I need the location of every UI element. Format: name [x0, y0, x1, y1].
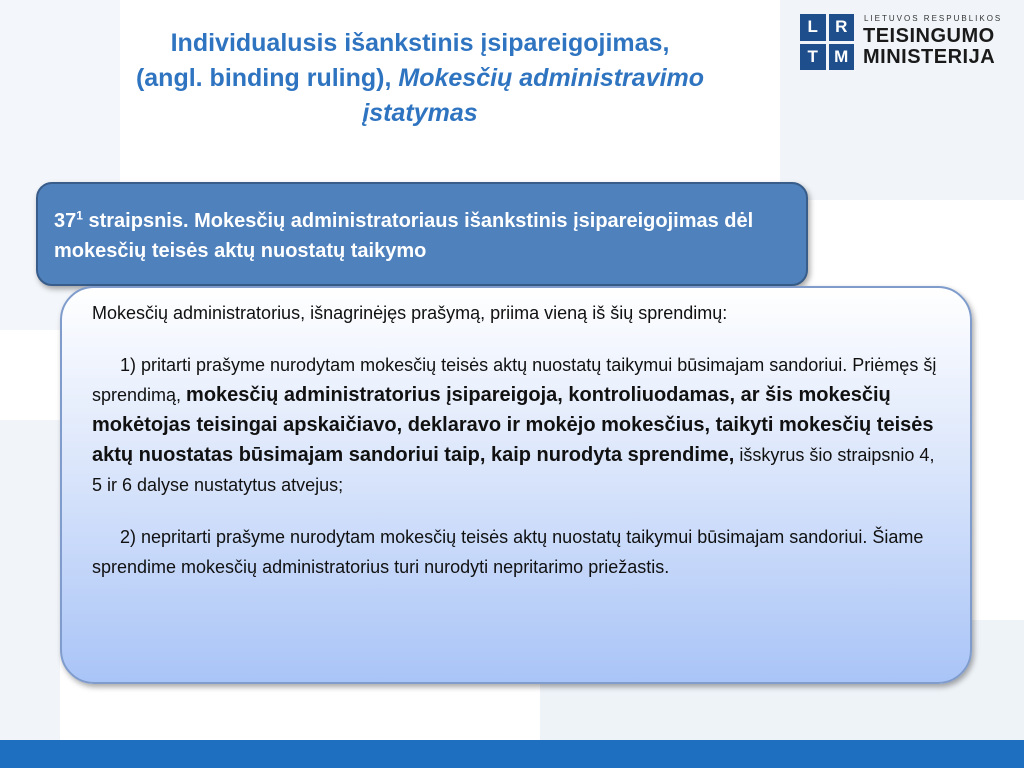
footer-bar	[0, 740, 1024, 768]
background-block	[0, 420, 60, 740]
spacer	[92, 500, 946, 522]
content-intro: Mokesčių administratorius, išnagrinėjęs prašymą, priima vieną iš šių sprendimų:	[92, 303, 728, 323]
spacer	[92, 328, 946, 350]
content-item-2: 2) nepritarti prašyme nurodytam mokesčių teisės aktų nuostatų taikymui būsimajam sandoriui. Šiame sprendime mokesčių administratorius turi nurodyti nepritarimo priežastis.	[92, 527, 924, 577]
content-item-1-end: išskyrus šio straipsnio 4, 5 ir 6 dalyse nustatytus atvejus;	[92, 445, 935, 495]
slide-title	[60, 26, 780, 131]
logo-name	[863, 26, 995, 68]
logo-cell: M	[829, 44, 855, 71]
logo-cell: L	[800, 14, 826, 41]
title-line-1: Individualusis išankstinis įsipareigojimas,	[170, 29, 670, 57]
article-heading-box	[36, 182, 808, 286]
logo-small-text: LIETUVOS RESPUBLIKOS	[864, 14, 1003, 23]
article-heading-text: straipsnis. Mokesčių administratoriaus išankstinis įsipareigojimas dėl mokesčių teisės aktų nuostatų taikymo	[54, 210, 754, 262]
content-item-1-bold: mokesčių administratorius įsipareigoja, kontroliuodamas, ar šis mokesčių mokėtojas teisingai apskaičiavo, deklaravo ir mokėjo mokesčius, taikyti mokesčių teisės aktų nuostatas būsimajam sandoriui taip, kaip nurodyta sprendime,	[92, 384, 934, 466]
article-number: 37	[54, 210, 77, 232]
logo-name-line-1: TEISINGUMO	[863, 25, 995, 47]
logo-name-line-2: MINISTERIJA	[863, 46, 996, 68]
ministry-logo	[800, 14, 1015, 74]
title-line-3: įstatymas	[362, 99, 478, 127]
logo-cell: R	[829, 14, 855, 41]
content-item-1	[92, 350, 946, 500]
logo-cell: T	[800, 44, 826, 71]
content-item-1-start: 1) pritarti prašyme nurodytam mokesčių teisės aktų nuostatų taikymui būsimajam sandoriui. Priėmęs šį sprendimą,	[92, 355, 937, 405]
logo-mark	[800, 14, 854, 70]
article-superscript: 1	[76, 208, 83, 223]
article-content-box	[60, 286, 972, 684]
title-line-2-normal: (angl. binding ruling),	[135, 64, 399, 92]
title-line-2-italic: Mokesčių administravimo	[398, 64, 705, 92]
title-line-2	[60, 61, 780, 96]
